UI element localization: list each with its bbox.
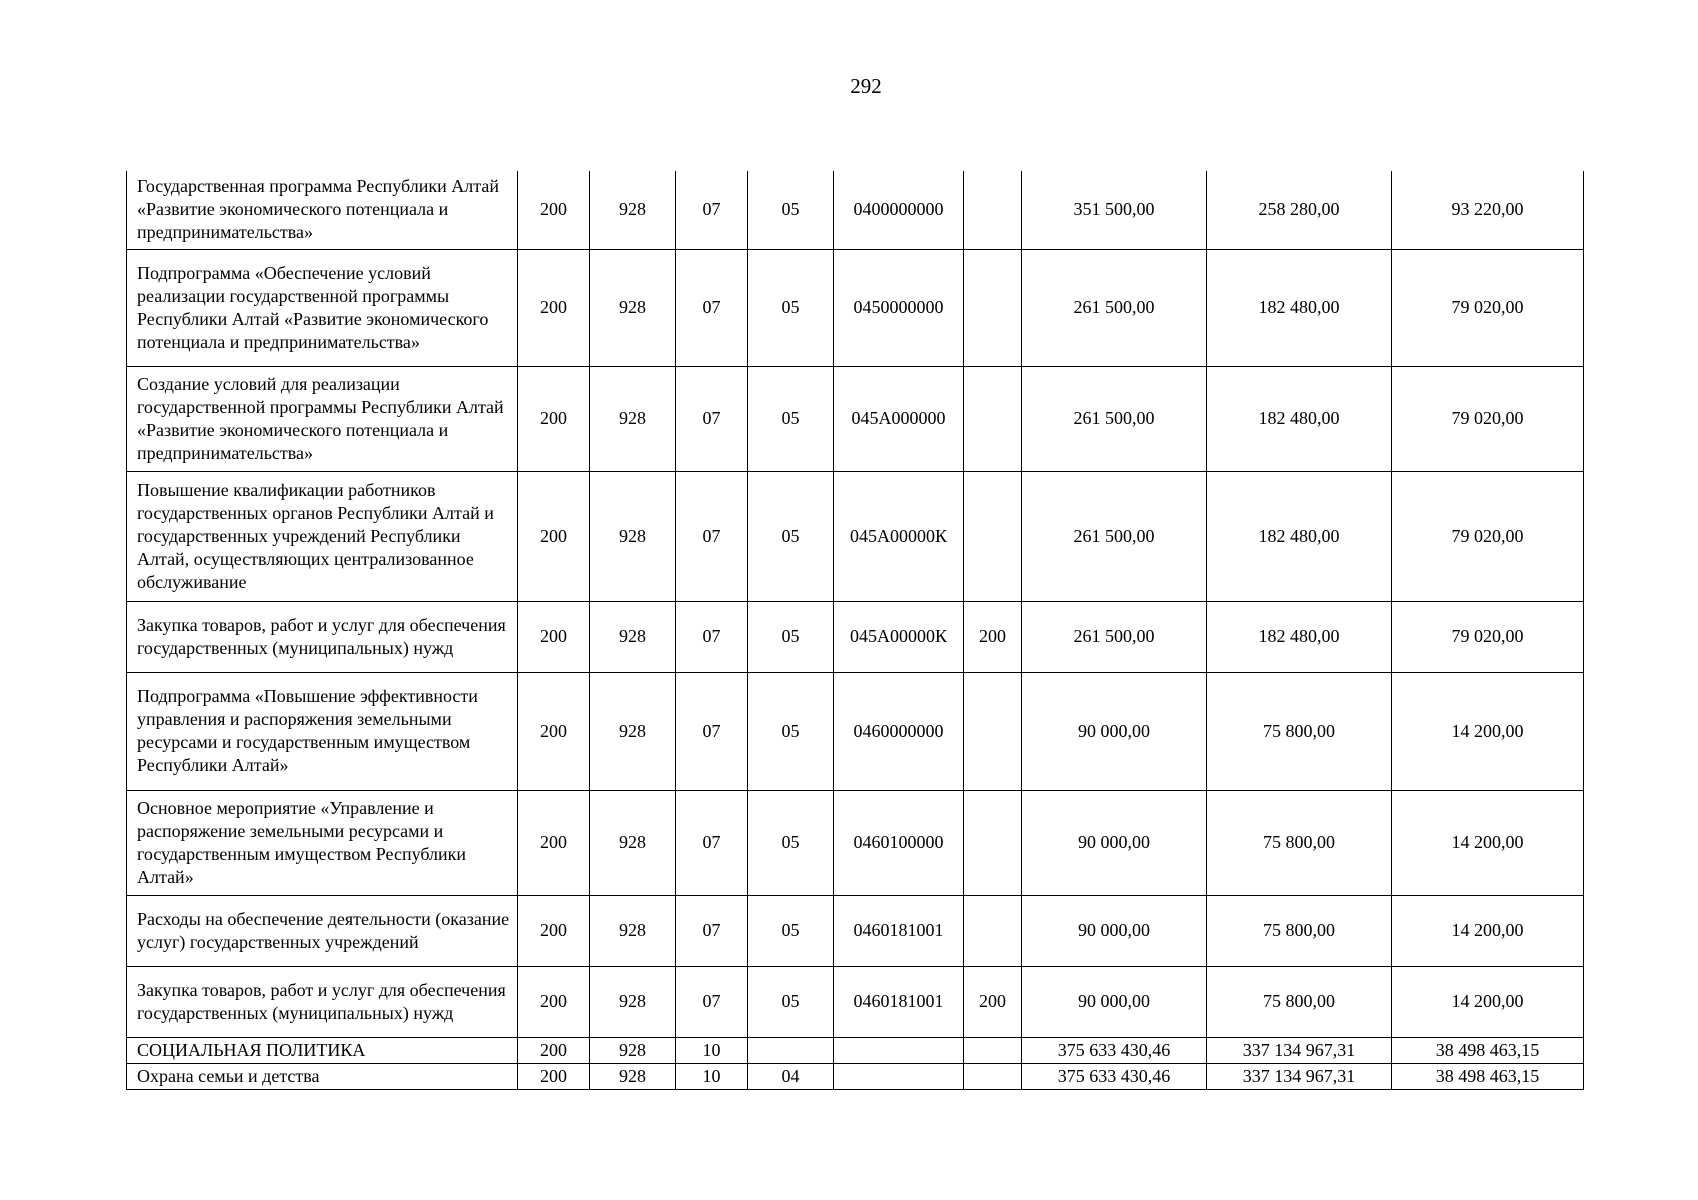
cell-section: 07 (676, 966, 748, 1037)
cell-admin: 200 (518, 171, 590, 249)
cell-amount-3: 79 020,00 (1392, 366, 1584, 471)
cell-amount-total: 261 500,00 (1022, 471, 1207, 601)
cell-section: 07 (676, 171, 748, 249)
cell-section: 07 (676, 601, 748, 672)
row-name-cell: Создание условий для реализации государственной программы Республики Алтай «Развитие экономического потенциала и предпринимательства» (127, 366, 518, 471)
row-name-cell: СОЦИАЛЬНАЯ ПОЛИТИКА (127, 1037, 518, 1063)
cell-amount-3: 93 220,00 (1392, 171, 1584, 249)
cell-subsection: 05 (748, 249, 834, 366)
cell-amount-3: 79 020,00 (1392, 249, 1584, 366)
cell-ministry: 928 (590, 790, 676, 895)
table-row (127, 171, 1584, 249)
cell-amount-total: 261 500,00 (1022, 601, 1207, 672)
cell-target-code: 045А00000К (834, 471, 964, 601)
cell-expense-type: 200 (964, 966, 1022, 1037)
cell-expense-type (964, 790, 1022, 895)
cell-amount-total: 375 633 430,46 (1022, 1037, 1207, 1063)
page-number: 292 (850, 74, 882, 98)
cell-amount-3: 14 200,00 (1392, 966, 1584, 1037)
row-name-cell: Государственная программа Республики Алтай «Развитие экономического потенциала и предпринимательства» (127, 171, 518, 249)
table-row (127, 1063, 1584, 1089)
cell-amount-2: 182 480,00 (1207, 249, 1392, 366)
cell-expense-type (964, 249, 1022, 366)
cell-expense-type (964, 471, 1022, 601)
cell-subsection: 05 (748, 966, 834, 1037)
cell-admin: 200 (518, 672, 590, 790)
cell-target-code: 0460000000 (834, 672, 964, 790)
cell-expense-type (964, 366, 1022, 471)
table-row (127, 895, 1584, 966)
cell-amount-3: 14 200,00 (1392, 790, 1584, 895)
cell-ministry: 928 (590, 672, 676, 790)
cell-ministry: 928 (590, 895, 676, 966)
row-name-cell: Закупка товаров, работ и услуг для обеспечения государственных (муниципальных) нужд (127, 601, 518, 672)
cell-amount-total: 351 500,00 (1022, 171, 1207, 249)
cell-subsection: 05 (748, 366, 834, 471)
row-name-cell: Подпрограмма «Обеспечение условий реализации государственной программы Республики Алтай «Развитие экономического потенциала и предпринимательства» (127, 249, 518, 366)
cell-amount-3: 14 200,00 (1392, 895, 1584, 966)
table-body (127, 171, 1584, 1089)
cell-admin: 200 (518, 790, 590, 895)
budget-table (126, 171, 1584, 1090)
cell-amount-2: 75 800,00 (1207, 790, 1392, 895)
cell-subsection: 05 (748, 895, 834, 966)
cell-target-code: 0460100000 (834, 790, 964, 895)
row-name-cell: Повышение квалификации работников государственных органов Республики Алтай и государственных учреждений Республики Алтай, осуществляющих централизованное обслуживание (127, 471, 518, 601)
cell-ministry: 928 (590, 171, 676, 249)
cell-expense-type (964, 171, 1022, 249)
cell-subsection: 04 (748, 1063, 834, 1089)
cell-expense-type (964, 1037, 1022, 1063)
cell-section: 10 (676, 1063, 748, 1089)
cell-admin: 200 (518, 895, 590, 966)
cell-amount-total: 90 000,00 (1022, 895, 1207, 966)
cell-amount-2: 337 134 967,31 (1207, 1037, 1392, 1063)
cell-amount-total: 90 000,00 (1022, 966, 1207, 1037)
cell-amount-2: 75 800,00 (1207, 895, 1392, 966)
cell-amount-2: 75 800,00 (1207, 966, 1392, 1037)
cell-amount-2: 182 480,00 (1207, 471, 1392, 601)
cell-subsection: 05 (748, 471, 834, 601)
cell-section: 07 (676, 366, 748, 471)
cell-expense-type (964, 895, 1022, 966)
cell-ministry: 928 (590, 1063, 676, 1089)
cell-ministry: 928 (590, 601, 676, 672)
table-row (127, 672, 1584, 790)
table-row (127, 471, 1584, 601)
cell-ministry: 928 (590, 966, 676, 1037)
cell-amount-2: 75 800,00 (1207, 672, 1392, 790)
cell-expense-type (964, 1063, 1022, 1089)
cell-ministry: 928 (590, 366, 676, 471)
cell-subsection: 05 (748, 171, 834, 249)
cell-admin: 200 (518, 966, 590, 1037)
cell-amount-2: 182 480,00 (1207, 366, 1392, 471)
cell-amount-total: 90 000,00 (1022, 672, 1207, 790)
cell-target-code: 0400000000 (834, 171, 964, 249)
cell-amount-3: 38 498 463,15 (1392, 1063, 1584, 1089)
cell-target-code: 0450000000 (834, 249, 964, 366)
table-row (127, 601, 1584, 672)
cell-target-code (834, 1037, 964, 1063)
cell-admin: 200 (518, 601, 590, 672)
cell-target-code: 0460181001 (834, 895, 964, 966)
cell-ministry: 928 (590, 249, 676, 366)
row-name-cell: Охрана семьи и детства (127, 1063, 518, 1089)
row-name-cell: Основное мероприятие «Управление и распоряжение земельными ресурсами и государственным имуществом Республики Алтай» (127, 790, 518, 895)
table-row (127, 966, 1584, 1037)
cell-target-code: 045А000000 (834, 366, 964, 471)
cell-ministry: 928 (590, 471, 676, 601)
cell-target-code: 045А00000К (834, 601, 964, 672)
cell-section: 07 (676, 790, 748, 895)
cell-amount-3: 38 498 463,15 (1392, 1037, 1584, 1063)
cell-expense-type (964, 672, 1022, 790)
cell-target-code: 0460181001 (834, 966, 964, 1037)
cell-section: 07 (676, 672, 748, 790)
cell-subsection: 05 (748, 601, 834, 672)
cell-amount-2: 182 480,00 (1207, 601, 1392, 672)
cell-amount-3: 79 020,00 (1392, 471, 1584, 601)
table-row (127, 366, 1584, 471)
table-row (127, 1037, 1584, 1063)
cell-subsection: 05 (748, 790, 834, 895)
cell-admin: 200 (518, 1063, 590, 1089)
cell-target-code (834, 1063, 964, 1089)
cell-admin: 200 (518, 249, 590, 366)
cell-subsection (748, 1037, 834, 1063)
cell-subsection: 05 (748, 672, 834, 790)
cell-amount-total: 261 500,00 (1022, 366, 1207, 471)
cell-admin: 200 (518, 366, 590, 471)
cell-amount-3: 79 020,00 (1392, 601, 1584, 672)
cell-admin: 200 (518, 1037, 590, 1063)
cell-section: 07 (676, 895, 748, 966)
table-row (127, 790, 1584, 895)
cell-amount-total: 90 000,00 (1022, 790, 1207, 895)
cell-section: 07 (676, 249, 748, 366)
cell-ministry: 928 (590, 1037, 676, 1063)
cell-admin: 200 (518, 471, 590, 601)
table-row (127, 249, 1584, 366)
row-name-cell: Расходы на обеспечение деятельности (оказание услуг) государственных учреждений (127, 895, 518, 966)
cell-amount-total: 261 500,00 (1022, 249, 1207, 366)
cell-expense-type: 200 (964, 601, 1022, 672)
cell-section: 07 (676, 471, 748, 601)
row-name-cell: Подпрограмма «Повышение эффективности управления и распоряжения земельными ресурсами и государственным имуществом Республики Алтай» (127, 672, 518, 790)
cell-amount-3: 14 200,00 (1392, 672, 1584, 790)
cell-amount-total: 375 633 430,46 (1022, 1063, 1207, 1089)
cell-section: 10 (676, 1037, 748, 1063)
cell-amount-2: 337 134 967,31 (1207, 1063, 1392, 1089)
cell-amount-2: 258 280,00 (1207, 171, 1392, 249)
row-name-cell: Закупка товаров, работ и услуг для обеспечения государственных (муниципальных) нужд (127, 966, 518, 1037)
